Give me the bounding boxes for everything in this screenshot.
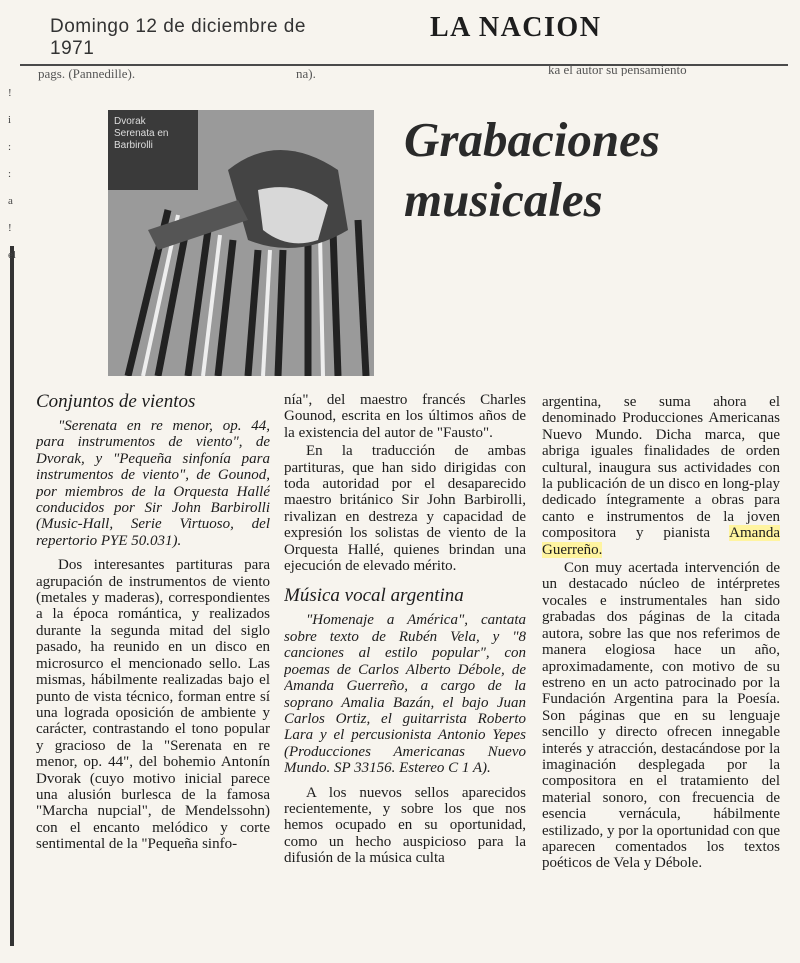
recording-credit-vocal: "Homenaje a América", cantata sobre texto de Rubén Vela, y "8 canciones al estilo popular", con poemas de Carlos Alberto Débole, de Amanda Guerreño, a cargo de la soprano Amalia Bazán, el bajo Juan Carlos Ortiz, el guitarrista Roberto Lara y el percusionista Antonio Yepes (Producciones Americanas Nuevo Mundo. SP 33156. Estereo C 1 A). [284, 612, 526, 777]
section-heading-vocal: Música vocal argentina [284, 585, 464, 607]
paragraph-interpretacion: En la traducción de ambas partituras, que han sido dirigidas con toda autoridad por el desaparecido maestro británico Sir John Barbirolli, rivalizan en destreza y capacidad de expresión los solistas de viento de la Orquesta Hallé, quienes brindan una ejecución de elevado mérito. [284, 443, 526, 575]
date-line: Domingo 12 de diciembre de 1971 [50, 16, 306, 59]
cropped-text-mid: na). [296, 66, 316, 81]
column-1 [36, 390, 270, 853]
cover-text-2: Serenata en [114, 128, 169, 139]
record-cover-photo [108, 110, 374, 376]
cropped-text-left: pags. (Pannedille). [38, 66, 136, 81]
left-margin-bar [10, 246, 14, 946]
headline-line-1: Grabaciones [404, 112, 660, 167]
paragraph-nuevo-mundo [542, 394, 780, 558]
column-3 [542, 394, 780, 872]
masthead: LA NACION [430, 12, 602, 43]
paragraph-vientos: Dos interesantes partituras para agrupación de instrumentos de viento (metales y maderas), correspondientes a la época romántica, y realizados durante la segunda mitad del siglo pasado, ha reunido en un disco en microsurco el mencionado sello. Las mismas, hábilmente realizadas bajo el punto de vista técnico, forman entre sí una lograda oposición de ambiente y carácter, contrastando el tono popular y gracioso de la "Serenata en re menor, op. 44", del bohemio Antonín Dvorak (cuyo motivo inicial parece una alusión burlesca de la famosa "Marcha nupcial", de Mendelssohn) con el encanto melódico y corte sentimental de la "Pequeña sinfo- [36, 557, 270, 853]
paragraph-interpretes: Con muy acertada intervención de un destacado núcleo de intérpretes vocales e instrumentales han sido grabadas dos páginas de la citada autora, sobre las que nos referimos de manera elogiosa hace un año, aproximadamente, con motivo de su estreno en un acto patrocinado por la Fundación Argentina para la Poesía. Son páginas que en su lenguaje sencillo y directo ofrecen innegable interés y atracción, destacándose por la imaginación desplegada por la compositora en el tratamiento del material sonoro, con frecuencia de esencia vernácula, hábilmente estilizado, y por la oportunidad con que aparecen comentados los textos poéticos de Vela y Débole. [542, 560, 780, 872]
paragraph-nuevo-mundo-text: argentina, se suma ahora el denominado Producciones Americanas Nuevo Mundo. Dicha marca, que abriga iguales finalidades de orden cultural, inaugura sus actividades con la publicación de un disco en long-play dedicado íntegramente a obras para canto e instrumentos de la joven compositora y pianista [542, 394, 780, 542]
cover-text-1: Dvorak [114, 116, 146, 127]
paragraph-continuation: nía", del maestro francés Charles Gounod, escrita en los últimos años de la existencia del autor de "Fausto". [284, 392, 526, 441]
headline-line-2: musicales [404, 172, 603, 227]
article-headline [404, 110, 784, 230]
column-2 [284, 392, 526, 867]
paragraph-sellos: A los nuevos sellos aparecidos recientemente, y sobre los que nos hemos ocupado en su oportunidad, como un hecho auspicioso para la difusión de la música culta [284, 784, 526, 867]
section-heading-vientos: Conjuntos de vientos [36, 391, 196, 412]
cropped-text-right: ka el autor su pensamiento [548, 62, 687, 76]
cover-text-3: Barbirolli [114, 140, 153, 151]
recording-credit-vientos: "Serenata en re menor, op. 44, para instrumentos de viento", de Dvorak, y "Pequeña sinfonía para instrumentos de viento", de Gounod, por miembros de la Orquesta Hallé conducidos por Sir John Barbirolli (Music-Hall, Serie Virtuoso, del repertorio PYE 50.031). [36, 418, 270, 549]
highlighted-name: Amanda Guerreño. [542, 525, 780, 558]
left-margin-marks: ! i : : a ! el [8, 87, 16, 261]
